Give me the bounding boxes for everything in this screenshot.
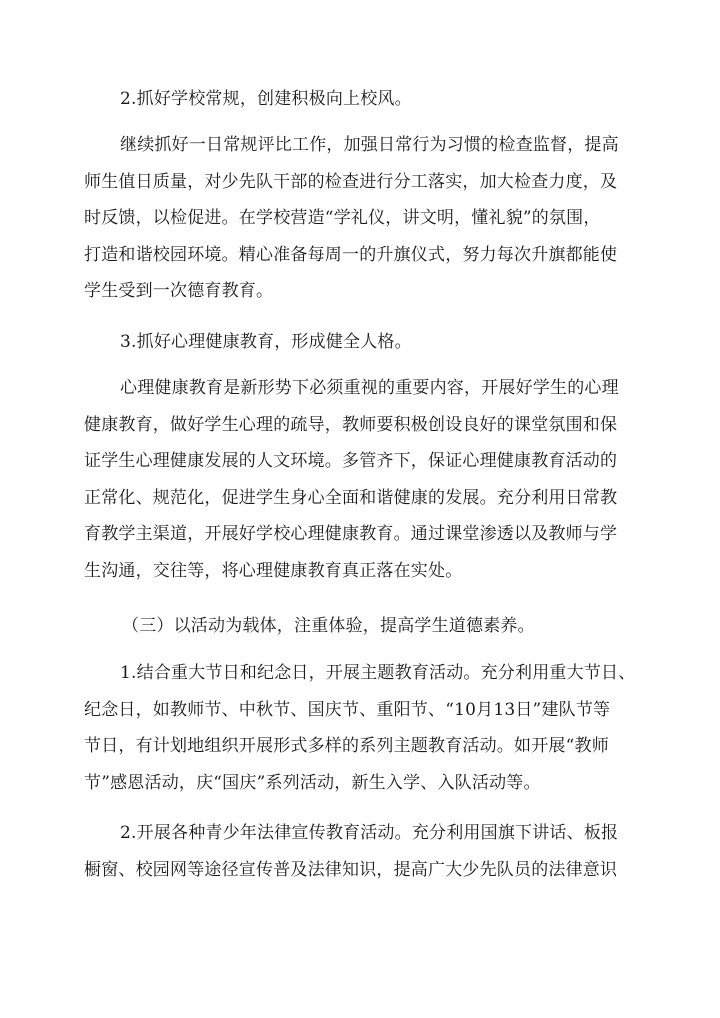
text-line: 育教学主渠道，开展好学校心理健康教育。通过课堂渗透以及教师与学 xyxy=(84,524,618,544)
paragraph-routine-evaluation xyxy=(84,127,660,310)
heading-activities xyxy=(122,608,662,645)
text-line: 时反馈，以检促进。在学校营造“学礼仪，讲文明，懂礼貌”的氛围， xyxy=(84,208,601,228)
text-line: （三）以活动为载体，注重体验，提高学生道德素养。 xyxy=(122,616,535,636)
text-line: 健康教育，做好学生心理的疏导，教师要积极创设良好的课堂氛围和保 xyxy=(84,414,618,435)
text-line: 节日，有计划地组织开展形式多样的系列主题教育活动。如开展“教师 xyxy=(84,736,609,756)
text-line: 继续抓好一日常规评比工作，加强日常行为习惯的检查监督，提高 xyxy=(120,135,619,155)
text-line: 3.抓好心理健康教育，形成健全人格。 xyxy=(120,332,412,352)
heading-mental-health xyxy=(120,324,660,361)
text-line: 2.开展各种青少年法律宣传教育活动。充分利用国旗下讲话、板报 xyxy=(120,823,619,843)
text-line: 生沟通，交往等，将心理健康教育真正落在实处。 xyxy=(84,560,463,581)
text-line: 正常化、规范化，促进学生身心全面和谐健康的发展。充分利用日常教 xyxy=(84,487,618,508)
text-line: 打造和谐校园环境。精心准备每周一的升旗仪式，努力每次升旗都能使 xyxy=(84,244,618,265)
text-line: 证学生心理健康发展的人文环境。多管齐下，保证心理健康教育活动的 xyxy=(84,451,618,471)
heading-school-routine xyxy=(120,81,660,118)
text-line: 节”感恩活动，庆“国庆”系列活动，新生入学、入队活动等。 xyxy=(84,772,541,793)
text-line: 2.抓好学校常规，创建积极向上校风。 xyxy=(120,89,412,109)
text-line: 学生受到一次德育教育。 xyxy=(84,281,274,301)
text-line: 师生值日质量，对少先队干部的检查进行分工落实，加大检查力度，及 xyxy=(84,171,618,192)
paragraph-legal-education xyxy=(84,815,660,888)
text-line: 纪念日，如教师节、中秋节、国庆节、重阳节、“10月13日”建队节等 xyxy=(84,699,611,720)
text-line: 橱窗、校园网等途径宣传普及法律知识，提高广大少先队员的法律意识 xyxy=(84,859,618,880)
text-line: 心理健康教育是新形势下必须重视的重要内容，开展好学生的心理 xyxy=(120,378,619,398)
paragraph-mental-health xyxy=(84,370,660,589)
paragraph-festival-activities xyxy=(84,655,660,801)
text-line: 1.结合重大节日和纪念日，开展主题教育活动。充分利用重大节日、 xyxy=(120,663,636,683)
